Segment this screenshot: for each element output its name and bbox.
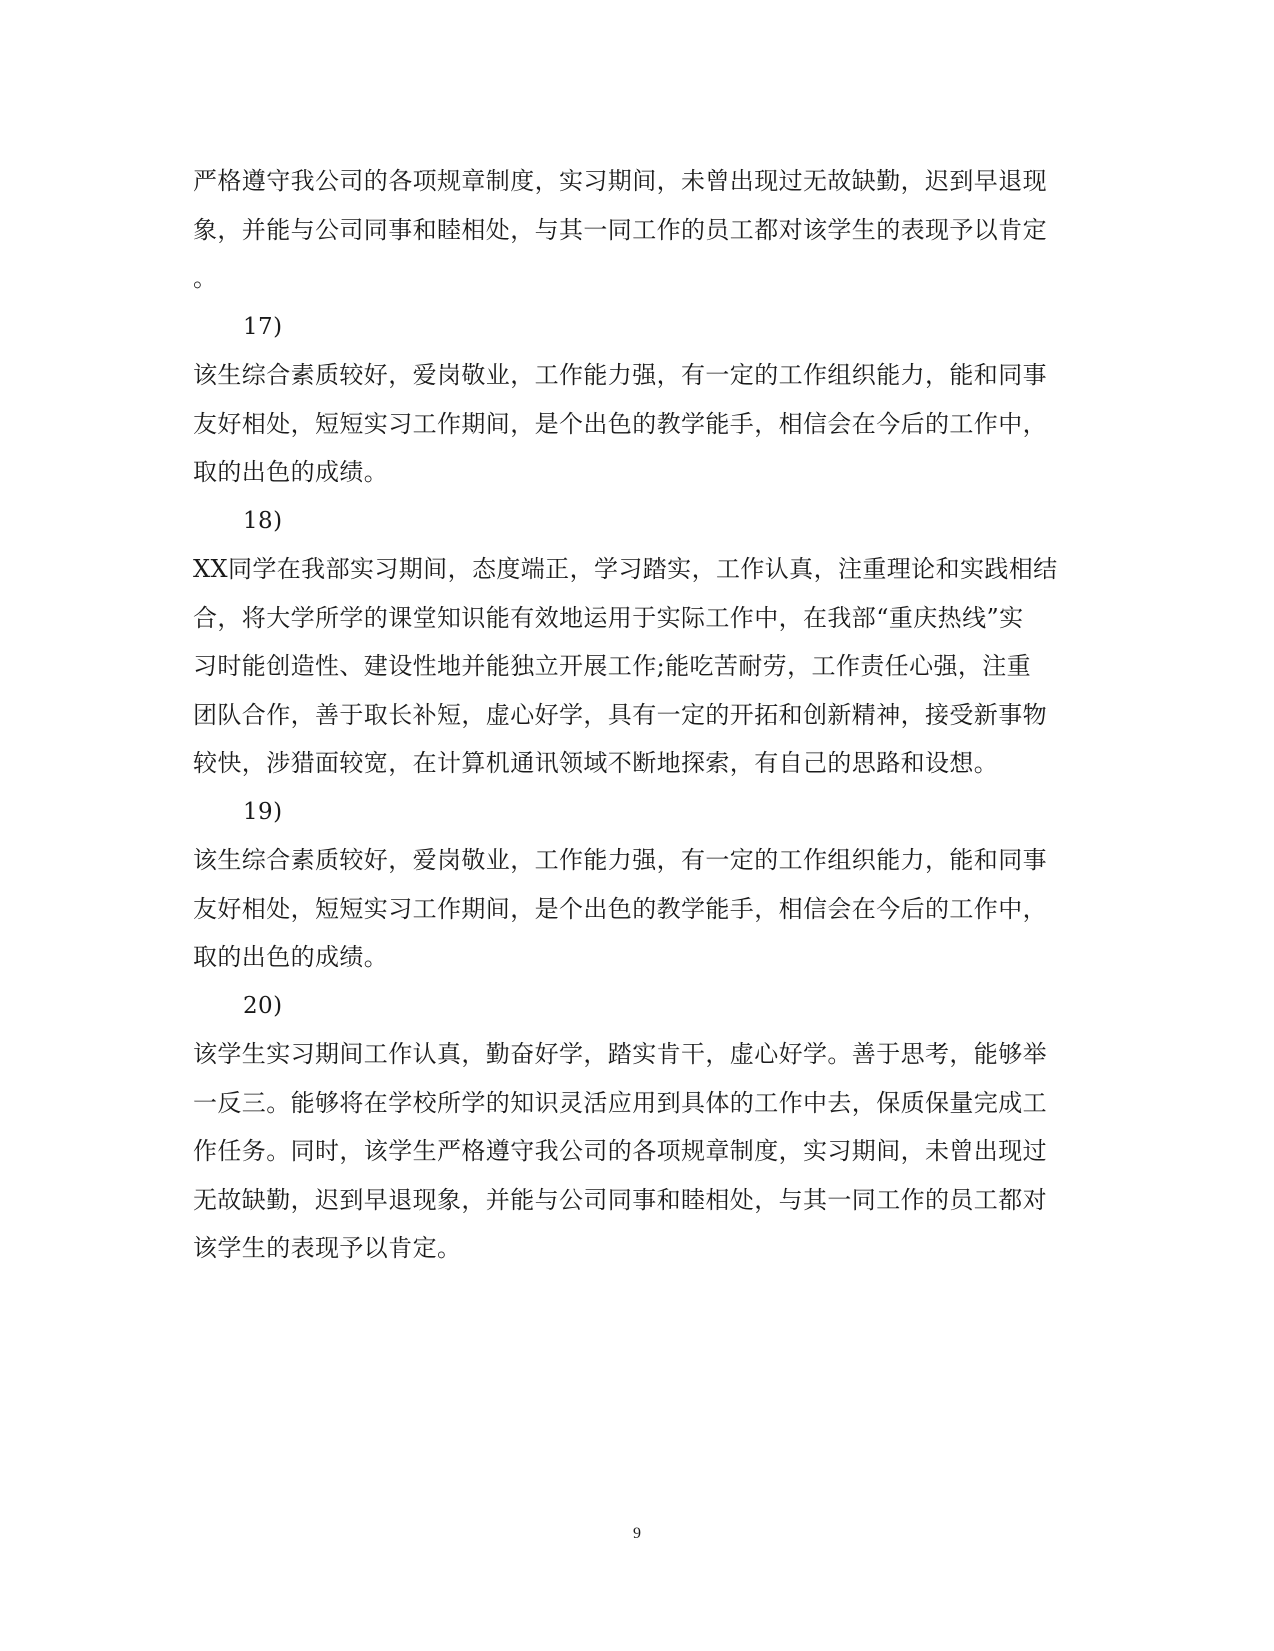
body-line: 无故缺勤，迟到早退现象，并能与公司同事和睦相处，与其一同工作的员工都对 xyxy=(193,1185,1047,1214)
body-line: 作任务。同时，该学生严格遵守我公司的各项规章制度，实习期间，未曾出现过 xyxy=(193,1137,1047,1165)
body-line: 一反三。能够将在学校所学的知识灵活应用到具体的工作中去，保质保量完成工 xyxy=(193,1088,1047,1117)
body-line: 该学生的表现予以肯定。 xyxy=(193,1234,462,1262)
body-line: 该学生实习期间工作认真，勤奋好学，踏实肯干，虚心好学。善于思考，能够举 xyxy=(193,1040,1047,1068)
body-line: 取的出色的成绩。 xyxy=(193,943,389,971)
body-line: 合，将大学所学的课堂知识能有效地运用于实际工作中，在我部“重庆热线”实 xyxy=(193,603,1024,632)
page-number: 9 xyxy=(633,1525,641,1542)
body-line: 团队合作，善于取长补短，虚心好学，具有一定的开拓和创新精神，接受新事物 xyxy=(193,700,1047,729)
body-line: 严格遵守我公司的各项规章制度，实习期间，未曾出现过无故缺勤，迟到早退现 xyxy=(193,167,1047,195)
body-line: 友好相处，短短实习工作期间，是个出色的教学能手，相信会在今后的工作中， xyxy=(193,894,1047,923)
item-number: 18) xyxy=(243,507,283,534)
body-line: 取的出色的成绩。 xyxy=(193,458,389,486)
body-line: 该生综合素质较好，爱岗敬业，工作能力强，有一定的工作组织能力，能和同事 xyxy=(193,846,1047,874)
body-line: 该生综合素质较好，爱岗敬业，工作能力强，有一定的工作组织能力，能和同事 xyxy=(193,361,1047,389)
item-number: 17) xyxy=(243,313,283,340)
body-line: 友好相处，短短实习工作期间，是个出色的教学能手，相信会在今后的工作中， xyxy=(193,409,1047,438)
body-line: XX同学在我部实习期间，态度端正，学习踏实，工作认真，注重理论和实践相结 xyxy=(193,555,1058,583)
body-line: 习时能创造性、建设性地并能独立开展工作;能吃苦耐劳，工作责任心强，注重 xyxy=(193,652,1032,680)
body-line: 较快，涉猎面较宽，在计算机通讯领域不断地探索，有自己的思路和设想。 xyxy=(193,749,999,777)
item-number: 20) xyxy=(243,992,283,1019)
item-number: 19) xyxy=(243,798,283,825)
body-line: 象，并能与公司同事和睦相处，与其一同工作的员工都对该学生的表现予以肯定 xyxy=(193,215,1047,244)
document-body xyxy=(193,157,1073,1273)
body-line: 。 xyxy=(193,264,218,292)
